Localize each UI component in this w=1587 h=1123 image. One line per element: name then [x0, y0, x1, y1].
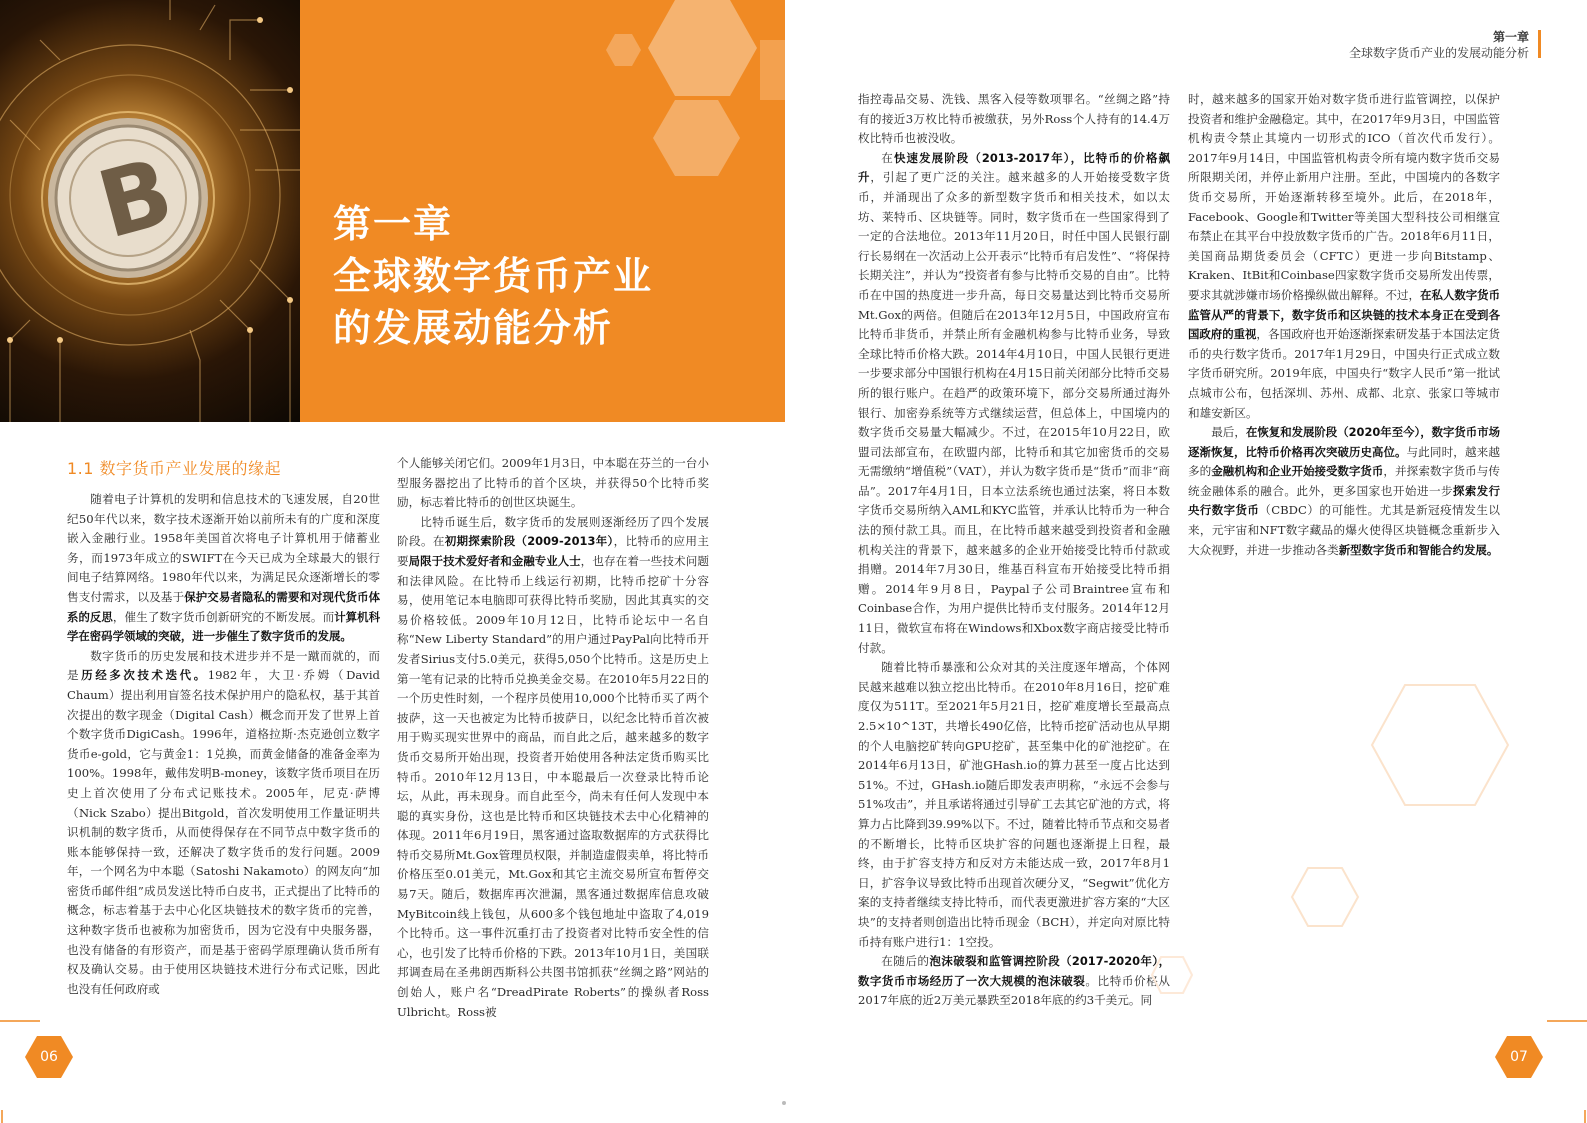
bold-text-run: 局限于技术爱好者和金融专业人士 [408, 553, 581, 568]
text-run: 时，越来越多的国家开始对数字货币进行监管调控，以保护投资者和维护金融稳定。其中，在2017年9月3日，中国监管机构责令禁止其境内一切形式的ICO（首次代币发行）。2017年9月14日，中国监管机构责令所有境内数字货币交易所限期关闭，并停止新用户注册。至此，中国境内的各数字货币交易所，开始逐渐转移至境外。此后，在2018年，Facebook、Google和Twitter等美国大型科技公司相继宣布禁止在其平台中投放数字货币的广告。2018年6月11日，美国商品期货委员会（CFTC）更进一步向Bitstamp、Kraken、ItBit和Coinbase四家数字货币交易所发出传票，要求其就涉嫌市场价格操纵做出解释。不过， [1188, 92, 1500, 302]
text-run: 在随后的 [881, 954, 930, 969]
running-header-subtitle: 全球数字货币产业的发展动能分析 [1348, 46, 1529, 60]
bold-text-run: 初期探索阶段（2009-2013年） [444, 534, 614, 549]
text-column-1 [67, 490, 380, 999]
chapter-title-line2: 全球数字货币产业 [333, 254, 654, 298]
bold-text-run: 计算机科学在密码学领域的突破，进一步催生了数字货币的发展。 [67, 609, 380, 644]
text-run: 指控毒品交易、洗钱、黑客入侵等数项罪名。“丝绸之路”持有的接近3万枚比特币被缴获，另外Ross个人持有的14.4万枚比特币也被没收。 [858, 92, 1170, 146]
text-run: 最后， [1211, 425, 1246, 440]
text-run: ，也存在着一些技术问题和法律风险。在比特币上线运行初期，比特币挖矿十分容易，使用笔记本电脑即可获得比特币奖励，因此其真实的交易价格较低。2009年10月12日，比特币论坛中一名自称“New Liberty Standard”的用户通过PayPal向比特币开发者Sirius支付5.0美元，获得5,050个比特币。这是历史上第一笔有记录的比特币兑换美金交易。在2010年5月22日的一个历史性时刻，一个程序员使用10,000个比特币买了两个披萨，这一天也被定为比特币披萨日，以纪念比特币首次被用于购买现实世界中的商品，而自此之后，越来越多的数字货币交易所开始出现，投资者开始使用各种法定货币购买比特币。2010年12月13日，中本聪最后一次登录比特币论坛，从此，再未现身。而自此至今，尚未有任何人发现中本聪的真实身份，这也是比特币和区块链技术去中心化精神的体现。2011年6月19日，黑客通过盗取数据库的方式获得比特币交易所Mt.Gox管理员权限，并制造虚假卖单，将比特币价格压至0.01美元，Mt.Gox和其它主流交易所宣布暂停交易7天。随后，数据库再次泄漏，黑客通过数据库信息攻破MyBitcoin线上钱包，从600多个钱包地址中盗取了4,019个比特币。这一事件沉重打击了投资者对比特币安全性的信心，也引发了比特币价格的下跌。2013年10月1日，美国联邦调查局在圣弗朗西斯科公共图书馆抓获“丝绸之路”网站的创始人，账户名“DreadPirate Roberts”的操纵者Ross Ulbricht。Ross被 [397, 553, 709, 1019]
bold-text-run: 快速发展阶段（2013-2017年），比特币的价格飙升 [858, 150, 1170, 185]
paragraph [1188, 90, 1500, 423]
text-run: 与此同时，越来越多的 [1188, 444, 1500, 479]
svg-text:B: B [87, 137, 184, 260]
page-number-right-text: 07 [1510, 1049, 1528, 1065]
running-header [1349, 30, 1529, 61]
hexagon-outline-decoration [1370, 680, 1510, 810]
text-run: ，并探索数字货币与传统金融体系的融合。此外，更多国家也开始进一步 [1188, 464, 1500, 498]
bold-text-run: 保护交易者隐私的需要和对现代货币体系的反思 [67, 589, 380, 624]
hexagon-outline-small [1290, 865, 1360, 929]
text-run: 随着比特币暴涨和公众对其的关注度逐年增高，个体网民越来越难以独立挖出比特币。在2010年8月16日，挖矿难度仅为511T。至2021年5月21日，挖矿难度增长至最高点2.5×10^13T，共增长490亿倍，比特币挖矿活动也从早期的个人电脑挖矿转向GPU挖矿，甚至集中化的矿池挖矿。在2014年6月13日，矿池GHash.io的算力甚至一度占比达到51%。不过，GHash.io随后即发表声明称，“永远不会参与51%攻击”，并且承诺将通过引导矿工去其它矿池的方式，将算力占比降到39.99%以下。不过，随着比特币节点和交易者的不断增长，比特币区块扩容的问题也逐渐提上日程，最终，由于扩容支持方和反对方未能达成一致，2017年8月1日，扩容争议导致比特币出现首次硬分叉，“Segwit”优化方案的支持者继续支持比特币，而代表更激进扩容方案的“大区块”的支持者则创造出比特币现金（BCH），并定向对原比特币持有账户进行1：1空投。 [858, 660, 1170, 949]
hero-bitcoin-image [0, 0, 300, 422]
text-run: （CBDC）的可能性。尤其是新冠疫情发生以来，元宇宙和NFT数字藏品的爆火使得区块链概念重新步入大众视野，并进一步推动各类 [1188, 503, 1500, 557]
text-run: ，比特币的应用主要 [397, 534, 709, 568]
text-run: ，引起了更广泛的关注。越来越多的人开始接受数字货币，并涌现出了众多的新型数字货币和相关技术，如以太坊、莱特币、区块链等。同时，数字货币在一些国家得到了一定的合法地位。2013年11月20日，时任中国人民银行副行长易纲在一次活动上公开表示“比特币有启发性”、“将保持长期关注”，并认为“投资者有参与比特币交易的自由”。比特币在中国的热度进一步升高，每日交易量达到比特币交易所Mt.Gox的两倍。但随后在2013年12月5日，中国政府宣布比特币非货币，并禁止所有金融机构参与比特币业务，导致全球比特币价格大跌。2014年4月10日，中国人民银行更进一步要求部分中国银行机构在4月15日前关闭部分比特币交易所的银行账户。在趋严的政策环境下，部分交易所通过海外银行、加密券系统等方式继续运营，但总体上，中国境内的数字货币交易量大幅减少。不过，在2015年10月22日，欧盟司法部宣布，在欧盟内部，比特币和其它加密货币的交易无需缴纳“增值税”（VAT），并认为数字货币是“货币”而非“商品”。2017年4月1日，日本立法系统也通过法案，将日本数字货币交易所纳入AML和KYC监管，并承认比特币为一种合法的预付款工具。而且，在比特币越来越受到投资者和金融机构关注的背景下，越来越多的企业开始接受比特币付款或捐赠。2014年7月30日，维基百科宣布开始接受比特币捐赠。2014年9月8日，Paypal子公司Braintree宣布和Coinbase合作，为用户提供比特币支付服务。2014年12月11日，微软宣布将在Windows和Xbox数字商店接受比特币付款。 [858, 170, 1170, 655]
text-column-4 [1188, 90, 1500, 560]
paragraph [858, 149, 1170, 658]
paragraph [858, 952, 1170, 1011]
spine-dot [782, 1101, 786, 1105]
paragraph [397, 454, 709, 513]
text-run: ，催生了数字货币创新研究的不断发展。而 [112, 609, 335, 624]
text-run: 1982年，大卫·乔姆（David Chaum）提出利用盲签名技术保护用户的隐私权，基于其首次提出的数字现金（Digital Cash）概念而开发了世界上首个数字货币DigiCash。1996年，道格拉斯·杰克逊创立数字货币e-gold，它与黄金1：1兑换，而黄金储备的准备金率为100%。1998年，戴伟发明B-money，该数字货币项目在历史上首次使用了分布式记账技术。2005年，尼克·萨博（Nick Szabo）提出Bitgold，首次发明使用工作量证明共识机制的数字货币，从而使得保存在不同节点中数字货币的账本能够保持一致，还解决了数字货币的发行问题。2009年，一个网名为中本聪（Satoshi Nakamoto）的网友向“加密货币邮件组”成员发送比特币白皮书，正式提出了比特币的概念，标志着基于去中心化区块链技术的数字货币的完善，这种数字货币也被称为加密货币，因为它没有中央服务器，也没有储备的有形资产，而是基于密码学原理确认货币所有权及确认交易。由于使用区块链技术进行分布式记账，因此也没有任何政府或 [67, 668, 380, 996]
bold-text-run: 新型数字货币和智能合约发展。 [1338, 542, 1499, 557]
paragraph [858, 658, 1170, 952]
corner-line-decoration-left [0, 1020, 70, 1123]
text-run: 随着电子计算机的发明和信息技术的飞速发展，自20世纪50年代以来，数字技术逐渐开始以前所未有的广度和深度嵌入金融行业。1958年美国首次将电子计算机用于储蓄业务，而1973年成立的SWIFT在今天已成为全球最大的银行间电子结算网络。1980年代以来，为满足民众逐渐增长的零售支付需求，以及基于 [67, 492, 380, 604]
header-accent-bar [1538, 30, 1541, 58]
text-run: 。比特币价格从2017年底的近2万美元暴跌至2018年底的约3千美元。同 [858, 973, 1170, 1008]
chapter-title [333, 198, 763, 354]
paragraph [397, 513, 709, 1022]
paragraph [1188, 423, 1500, 560]
paragraph [67, 490, 380, 647]
text-run: 数字货币的历史发展和技术进步并不是一蹴而就的，而是 [67, 648, 380, 683]
text-run: 个人能够关闭它们。2009年1月3日，中本聪在芬兰的一台小型服务器挖出了比特币的首个区块，并获得50个比特币奖励，标志着比特币的创世区块诞生。 [397, 456, 709, 510]
text-column-3 [858, 90, 1170, 1011]
bold-text-run: 探索发行央行数字货币 [1188, 483, 1500, 518]
section-heading: 1.1 数字货币产业发展的缘起 [67, 459, 282, 478]
bold-text-run: 泡沫破裂和监管调控阶段（2017-2020年），数字货币市场经历了一次大规模的泡沫破裂 [858, 954, 1170, 988]
bitcoin-coin-illustration [0, 0, 300, 422]
text-run: 在 [881, 150, 894, 165]
running-header-chapter: 第一章 [1492, 30, 1529, 44]
bold-text-run: 历经多次技术迭代。 [81, 668, 208, 683]
paragraph [858, 90, 1170, 149]
chapter-title-line3: 的发展动能分析 [333, 306, 614, 350]
paragraph [67, 647, 380, 1000]
chapter-title-line1: 第一章 [333, 202, 454, 246]
hexagon-outline-tiny [1150, 955, 1194, 995]
bold-text-run: 金融机构和企业开始接受数字货币 [1211, 464, 1384, 479]
text-run: ，各国政府也开始逐渐探索研发基于本国法定货币的央行数字货币。2017年1月29日，中国央行正式成立数字货币研究所。2019年底，中国央行“数字人民币”第一批试点城市公布，包括深圳、苏州、成都、北京、张家口等城市和雄安新区。 [1188, 327, 1500, 420]
bold-text-run: 在恢复和发展阶段（2020年至今），数字货币市场逐渐恢复，比特币价格再次突破历史高位。 [1188, 425, 1500, 459]
corner-line-decoration-right [1517, 1020, 1587, 1123]
text-column-2 [397, 454, 709, 1022]
bold-text-run: 在私人数字货币监管从严的背景下，数字货币和区块链的技术本身正在受到各国政府的重视 [1188, 287, 1500, 342]
text-run: 比特币诞生后，数字货币的发展则逐渐经历了四个发展阶段。在 [397, 514, 709, 549]
page-number-left-text: 06 [40, 1049, 58, 1065]
